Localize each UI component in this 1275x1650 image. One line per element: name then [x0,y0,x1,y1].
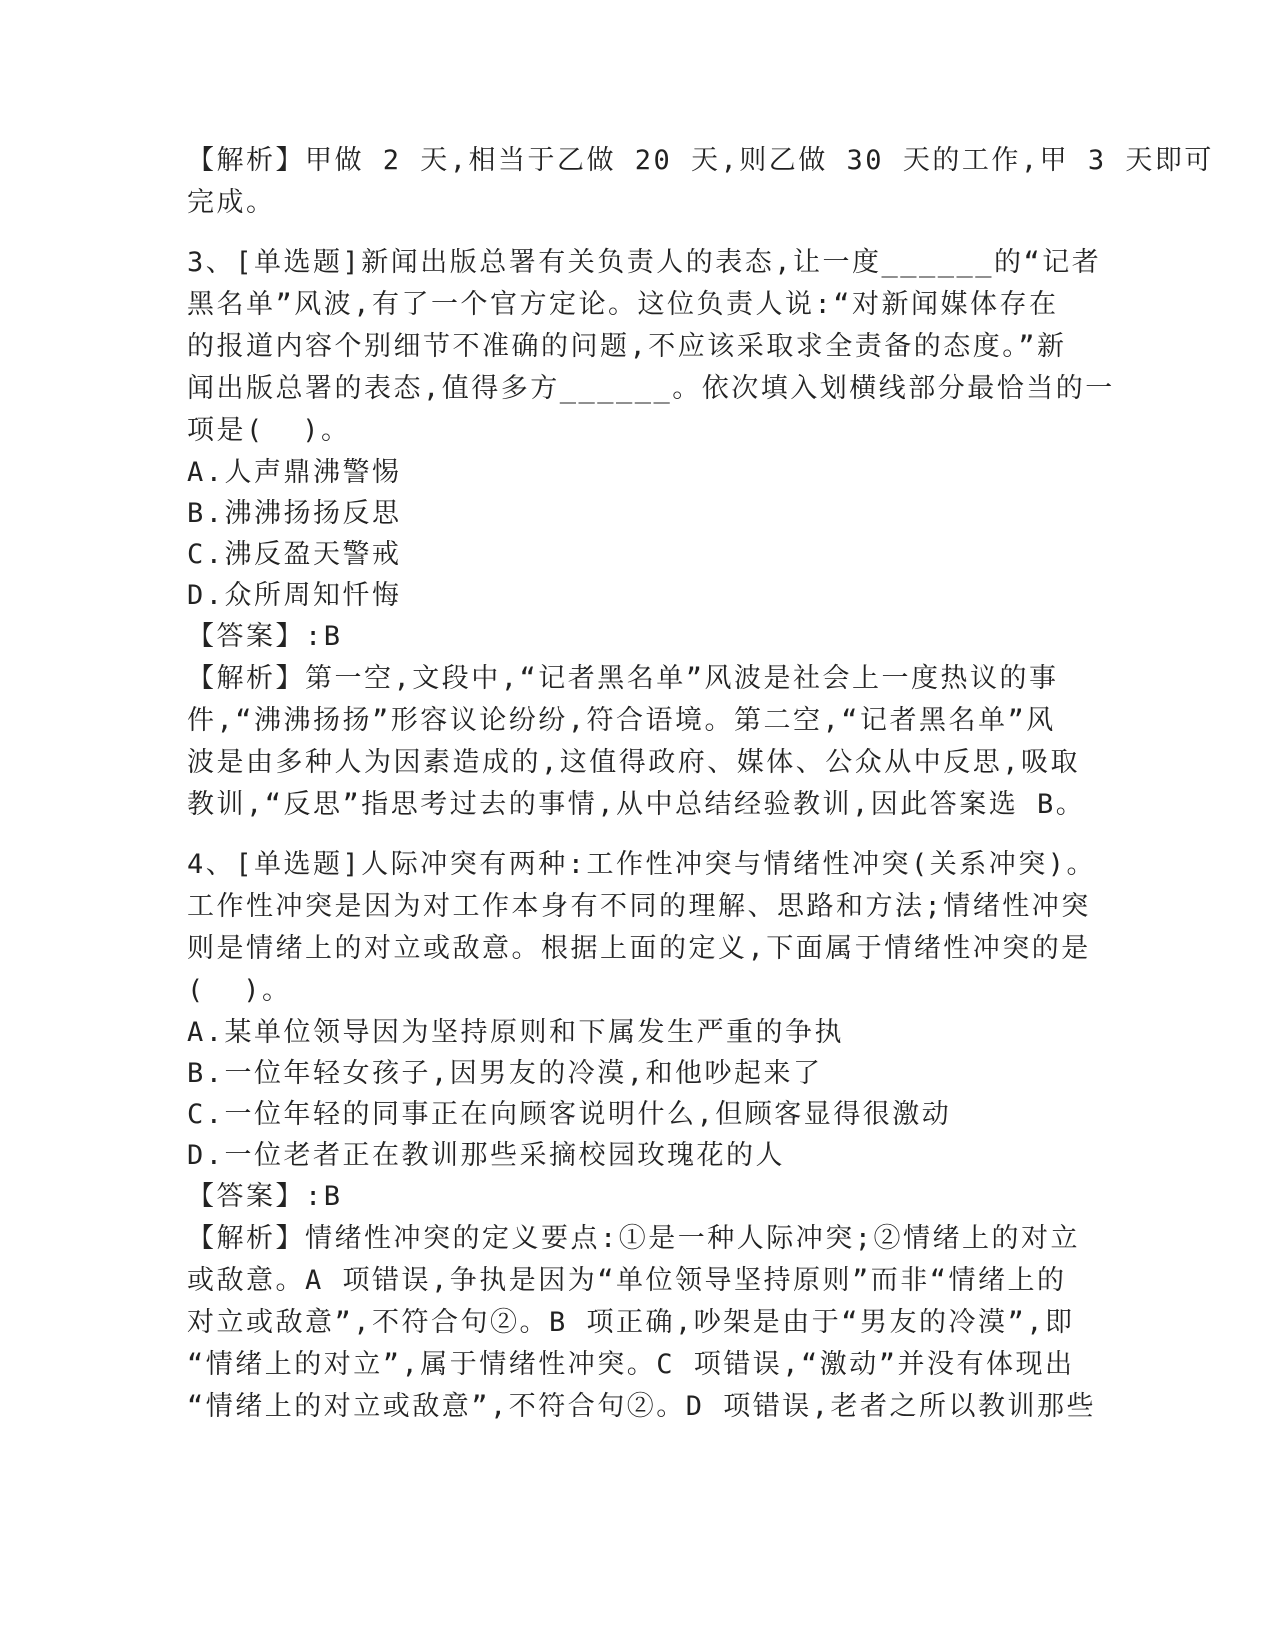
prev-explanation-line: 完成。 [187,187,276,218]
question3-stem-line: 3、[单选题]新闻出版总署有关负责人的表态,让一度______的“记者 [187,247,1102,278]
question4-option-d: D.一位老者正在教训那些采摘校园玫瑰花的人 [187,1140,786,1171]
question3-explanation-line: 【解析】第一空,文段中,“记者黑名单”风波是社会上一度热议的事 [187,663,1059,694]
prev-explanation-line: 【解析】甲做 2 天,相当于乙做 20 天,则乙做 30 天的工作,甲 3 天即可 [187,145,1214,176]
question3-stem-line: 的报道内容个别细节不准确的问题,不应该采取求全责备的态度。”新 [187,331,1067,362]
question4-explanation-line: “情绪上的对立”,属于情绪性冲突。C 项错误,“激动”并没有体现出 [187,1349,1075,1380]
question3-stem-line: 黑名单”风波,有了一个官方定论。这位负责人说:“对新闻媒体存在 [187,289,1059,320]
question3-explanation-line: 教训,“反思”指思考过去的事情,从中总结经验教训,因此答案选 B。 [187,789,1086,820]
question4-option-c: C.一位年轻的同事正在向顾客说明什么,但顾客显得很激动 [187,1099,952,1130]
question3-option-d: D.众所周知忏悔 [187,580,402,611]
question4-option-a: A.某单位领导因为坚持原则和下属发生严重的争执 [187,1017,845,1048]
question3-stem-line: 项是( )。 [187,415,351,446]
question3-option-b: B.沸沸扬扬反思 [187,498,402,529]
question3-answer: 【答案】:B [187,621,343,652]
question4-stem-line: ( )。 [187,975,292,1006]
question4-stem-line: 则是情绪上的对立或敌意。根据上面的定义,下面属于情绪性冲突的是 [187,933,1091,964]
question3-option-c: C.沸反盈天警戒 [187,539,402,570]
question4-stem-line: 工作性冲突是因为对工作本身有不同的理解、思路和方法;情绪性冲突 [187,891,1091,922]
question3-explanation-line: 波是由多种人为因素造成的,这值得政府、媒体、公众从中反思,吸取 [187,747,1081,778]
question4-option-b: B.一位年轻女孩子,因男友的冷漠,和他吵起来了 [187,1058,823,1089]
question4-explanation-line: 或敌意。A 项错误,争执是因为“单位领导坚持原则”而非“情绪上的 [187,1265,1067,1296]
question4-explanation-line: 对立或敌意”,不符合句②。B 项正确,吵架是由于“男友的冷漠”,即 [187,1307,1075,1338]
question4-explanation-line: “情绪上的对立或敌意”,不符合句②。D 项错误,老者之所以教训那些 [187,1391,1097,1422]
question4-stem-line: 4、[单选题]人际冲突有两种:工作性冲突与情绪性冲突(关系冲突)。 [187,849,1097,880]
question3-stem-line: 闻出版总署的表态,值得多方______。依次填入划横线部分最恰当的一 [187,373,1115,404]
question4-answer: 【答案】:B [187,1181,343,1212]
question3-option-a: A.人声鼎沸警惕 [187,457,402,488]
question3-explanation-line: 件,“沸沸扬扬”形容议论纷纷,符合语境。第二空,“记者黑名单”风 [187,705,1056,736]
question4-explanation-line: 【解析】情绪性冲突的定义要点:①是一种人际冲突;②情绪上的对立 [187,1223,1081,1254]
